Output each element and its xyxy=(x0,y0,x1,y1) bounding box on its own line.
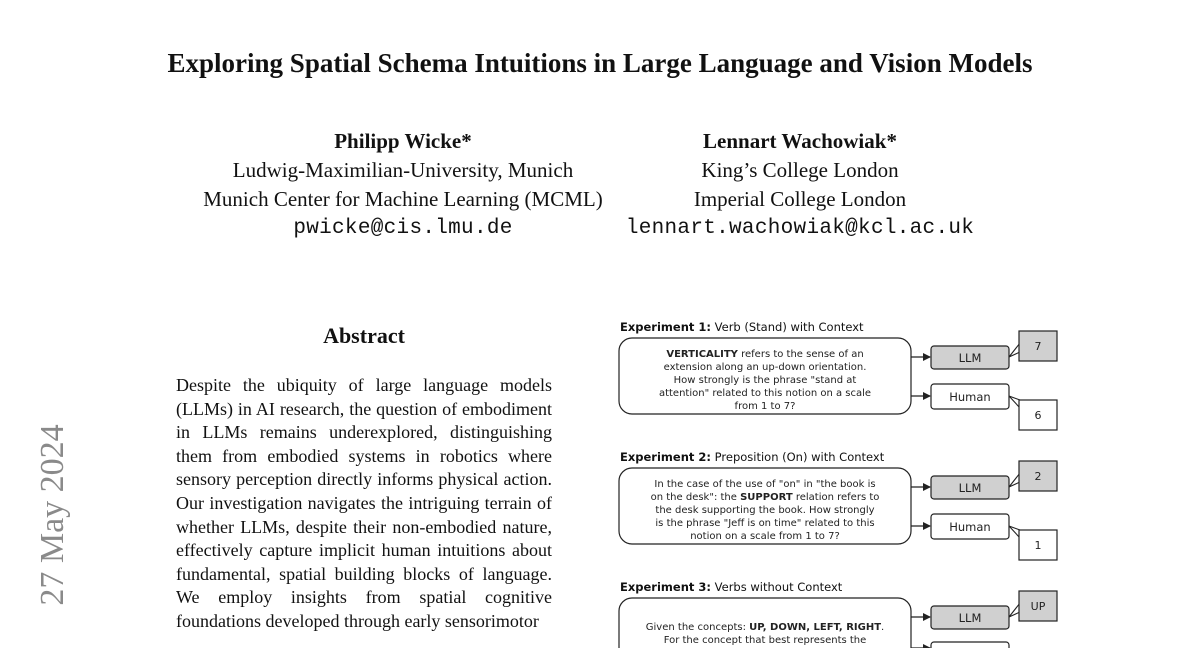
prompt-line: extension along an up-down orientation. xyxy=(663,362,867,373)
prompt-line: the desk supporting the book. How strongly xyxy=(655,505,875,516)
author-email[interactable]: pwicke@cis.lmu.de xyxy=(293,217,513,240)
human-label: Human xyxy=(949,520,991,534)
human-label: Human xyxy=(949,390,991,404)
human-answer-connector xyxy=(1009,396,1020,408)
experiment-title: Experiment 3: Verbs without Context xyxy=(620,580,843,594)
human-box xyxy=(931,642,1009,648)
llm-answer: 2 xyxy=(1034,470,1042,483)
prompt-line: on the desk": the SUPPORT relation refers to xyxy=(650,492,880,503)
arxiv-date-text: 27 May 2024 xyxy=(34,424,71,606)
prompt-line: notion on a scale from 1 to 7? xyxy=(690,531,840,542)
author-affiliation: Munich Center for Machine Learning (MCML) xyxy=(203,187,603,211)
abstract-heading: Abstract xyxy=(323,323,405,348)
llm-label: LLM xyxy=(958,611,982,625)
llm-label: LLM xyxy=(958,481,982,495)
human-answer: 1 xyxy=(1034,539,1042,552)
human-answer: 6 xyxy=(1034,409,1042,422)
llm-answer-connector xyxy=(1009,343,1020,357)
llm-answer: UP xyxy=(1030,600,1046,613)
paper-title: Exploring Spatial Schema Intuitions in Large Language and Vision Models xyxy=(167,48,1033,78)
llm-label: LLM xyxy=(958,351,982,365)
prompt-line: from 1 to 7? xyxy=(734,401,796,412)
prompt-line: How strongly is the phrase "stand at xyxy=(673,375,857,386)
arxiv-date-stamp xyxy=(18,405,88,625)
abstract-body xyxy=(176,374,552,634)
experiment-panel xyxy=(619,580,1057,648)
experiment-title: Experiment 1: Verb (Stand) with Context xyxy=(620,320,864,334)
llm-answer-connector xyxy=(1009,603,1020,617)
author-block-2 xyxy=(600,127,1000,243)
experiment-figure xyxy=(612,316,1072,648)
author-name: Philipp Wicke* xyxy=(334,129,472,153)
prompt-line: VERTICALITY refers to the sense of an xyxy=(666,349,864,360)
llm-answer-connector xyxy=(1009,473,1020,487)
prompt-line: is the phrase "Jeff is on time" related to this xyxy=(655,518,875,529)
author-affiliation: Imperial College London xyxy=(693,187,907,211)
experiment-panel xyxy=(619,320,1057,430)
prompt-line: Given the concepts: UP, DOWN, LEFT, RIGHT. xyxy=(645,622,885,633)
prompt-line: attention" related to this notion on a scale xyxy=(658,388,872,399)
experiment-panel xyxy=(619,450,1057,560)
author-block-1 xyxy=(168,127,638,243)
human-answer-connector xyxy=(1009,526,1020,538)
llm-answer: 7 xyxy=(1034,340,1042,353)
abstract-text: Despite the ubiquity of large language models (LLMs) in AI research, the question of embodiment in LLMs remains underexplored, distinguishing them from embodied systems in robotics where sensory perception directly informs physical action. Our investigation navigates the intriguing terrain of whether LLMs, despite their non-embodied nature, effectively capture implicit human intuitions about fundamental, spatial building blocks of language. We employ insights from spatial cognitive foundations developed through early sensorimotor xyxy=(176,375,552,631)
author-affiliation: Ludwig-Maximilian-University, Munich xyxy=(232,158,574,182)
prompt-line: In the case of the use of "on" in "the book is xyxy=(654,479,876,490)
prompt-line: For the concept that best represents the xyxy=(663,635,867,646)
author-email[interactable]: lennart.wachowiak@kcl.ac.uk xyxy=(625,217,975,240)
author-affiliation: King’s College London xyxy=(701,158,899,182)
author-name: Lennart Wachowiak* xyxy=(703,129,897,153)
experiment-title: Experiment 2: Preposition (On) with Context xyxy=(620,450,885,464)
